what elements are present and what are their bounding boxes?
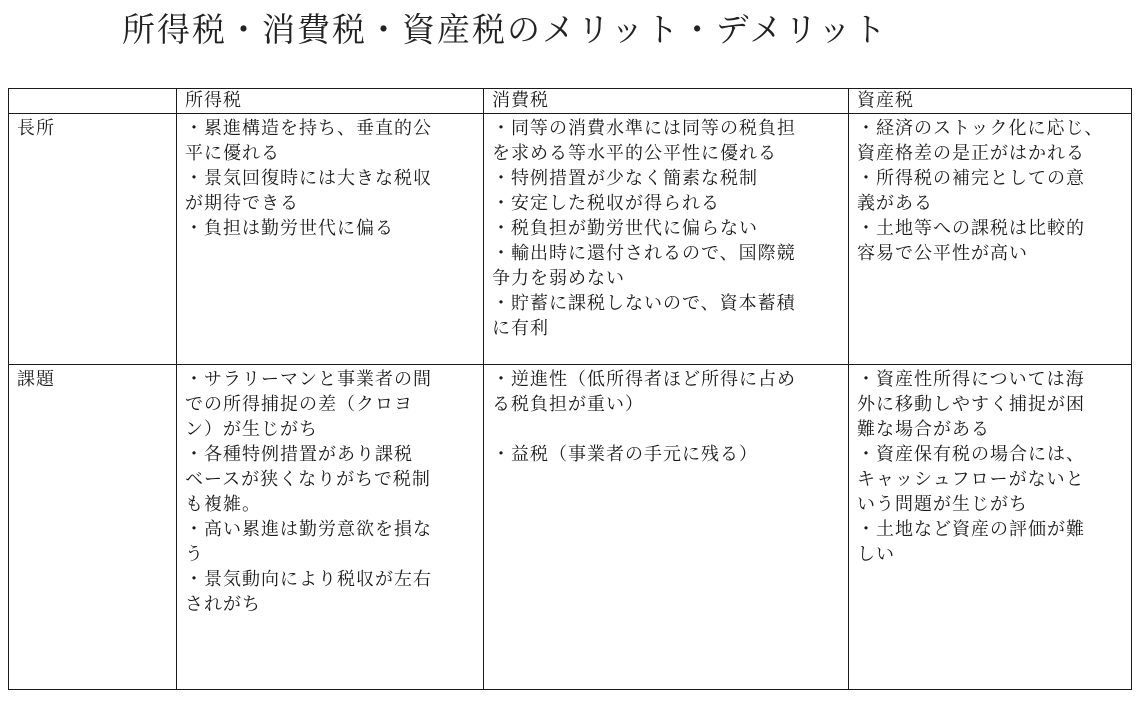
- cell-text-line: ・貯蓄に課税しないので、資本蓄積: [492, 293, 796, 314]
- table-header-row: [9, 89, 1132, 114]
- cell-text-line: [492, 417, 848, 442]
- cell-text-line: しい: [857, 544, 895, 565]
- cell-income-tax-strengths: [177, 114, 484, 365]
- cell-text-line: る税負担が重い）: [492, 394, 644, 415]
- page-title: 所得税・消費税・資産税のメリット・デメリット: [122, 10, 889, 49]
- table-row-issues: [9, 365, 1132, 690]
- cell-text-line: ・資産性所得については海: [857, 369, 1085, 390]
- cell-text-line: 資産格差の是正がはかれる: [857, 143, 1085, 164]
- cell-text-line: ベースが狭くなりがちで税制: [185, 469, 431, 490]
- cell-text-line: ・土地など資産の評価が難: [857, 519, 1085, 540]
- cell-text-line: ・土地等への課税は比較的: [857, 218, 1085, 239]
- cell-asset-tax-issues: [849, 365, 1132, 690]
- cell-text-line: ・サラリーマンと事業者の間: [185, 369, 432, 390]
- cell-text-line: 容易で公平性が高い: [857, 243, 1028, 264]
- cell-text-line: ・各種特例措置があり課税: [185, 444, 413, 465]
- cell-text-line: ン）が生じがち: [185, 419, 318, 440]
- cell-text-line: ・負担は勤労世代に偏る: [185, 218, 394, 239]
- cell-text-line: ・益税（事業者の手元に残る）: [492, 444, 758, 465]
- cell-text-line: 難な場合がある: [857, 419, 990, 440]
- cell-text-line: いう問題が生じがち: [857, 494, 1028, 515]
- cell-text-line: 義がある: [857, 193, 933, 214]
- cell-text-line: ・累進構造を持ち、垂直的公: [185, 118, 432, 139]
- cell-text-line: での所得捕捉の差（クロヨ: [185, 394, 413, 415]
- cell-text-line: ・経済のストック化に応じ、: [857, 118, 1104, 139]
- cell-text-line: キャッシュフローがないと: [857, 469, 1085, 490]
- table-row-strengths: [9, 114, 1132, 365]
- cell-text-line: ・逆進性（低所得者ほど所得に占め: [492, 369, 796, 390]
- cell-text-line: も複雑。: [185, 494, 261, 515]
- cell-text-line: う: [185, 544, 204, 565]
- cell-asset-tax-strengths: [849, 114, 1132, 365]
- cell-consumption-tax-strengths: [484, 114, 849, 365]
- cell-text-line: ・輸出時に還付されるので、国際競: [492, 243, 796, 264]
- cell-text-line: ・税負担が勤労世代に偏らない: [492, 218, 758, 239]
- corner-header-cell: [9, 89, 177, 114]
- cell-text-line: ・所得税の補完としての意: [857, 168, 1085, 189]
- cell-income-tax-issues: [177, 365, 484, 690]
- cell-text-line: を求める等水平的公平性に優れる: [492, 143, 777, 164]
- cell-text-line: ・景気動向により税収が左右: [185, 569, 432, 590]
- cell-consumption-tax-issues: [484, 365, 849, 690]
- cell-text-line: ・安定した税収が得られる: [492, 193, 720, 214]
- cell-text-line: に有利: [492, 318, 549, 339]
- cell-text-line: ・景気回復時には大きな税収: [185, 168, 432, 189]
- comparison-table: [8, 88, 1132, 690]
- row-label-issues: 課題: [9, 365, 177, 690]
- cell-text-line: 平に優れる: [185, 143, 280, 164]
- cell-text-line: されがち: [185, 594, 261, 615]
- cell-text-line: 争力を弱めない: [492, 268, 625, 289]
- cell-text-line: 外に移動しやすく捕捉が困: [857, 394, 1085, 415]
- cell-text-line: ・同等の消費水準には同等の税負担: [492, 118, 796, 139]
- row-label-strengths: 長所: [9, 114, 177, 365]
- column-header-income-tax: 所得税: [177, 89, 484, 114]
- column-header-asset-tax: 資産税: [849, 89, 1132, 114]
- cell-text-line: が期待できる: [185, 193, 299, 214]
- cell-text-line: ・特例措置が少なく簡素な税制: [492, 168, 758, 189]
- column-header-consumption-tax: 消費税: [484, 89, 849, 114]
- cell-text-line: ・資産保有税の場合には、: [857, 444, 1085, 465]
- cell-text-line: ・高い累進は勤労意欲を損な: [185, 519, 432, 540]
